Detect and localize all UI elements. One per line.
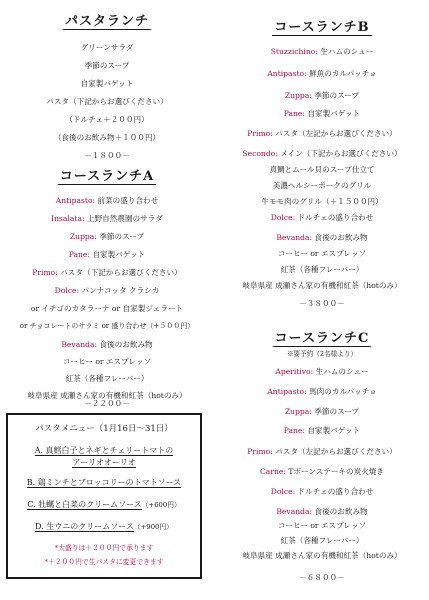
course-a-dolce-option: or チョコレートのサラミ or 盛り合わせ（+５００円）	[19, 322, 195, 330]
course-b-row: Antipasto: 鮮魚のカルパッチョ	[267, 69, 377, 78]
course-c-subtitle: ※要予約（2名様より）	[286, 350, 358, 358]
course-c-row: Bevanda: 食後のお飲み物	[276, 507, 368, 516]
course-b-row: Stuzzichino: 生ハムのシュー	[270, 47, 374, 56]
course-b-row: Pane: 自家製バゲット	[283, 109, 361, 118]
pasta-menu-item-a-cont: アーリオオーリオ	[72, 458, 136, 467]
course-c-row: Primo: パスタ（左記からお選びください）	[247, 447, 397, 456]
course-c-row: Pane: 自家製バゲット	[283, 426, 361, 435]
pasta-menu-item-b: B. 鶏ミンチとブロッコリーのトマトソース	[26, 478, 182, 487]
course-b-price: －３８００－	[299, 299, 345, 308]
course-a-dolce-option: or イチゴのカタラーナ or 自家製ジェラート	[30, 304, 184, 313]
course-a-drink-line: コーヒー or エスプレッソ	[62, 357, 152, 366]
course-b-row: Primo: パスタ（左記からお選びください）	[247, 129, 397, 138]
course-a-row: Pane: 自家製バゲット	[68, 250, 146, 259]
course-b-drink-line: コーヒー or エスプレッソ	[277, 249, 367, 258]
course-a-drink-line: 岐阜県産 成瀬さん家の有機和紅茶（hotのみ）	[27, 391, 187, 400]
course-c-row: Dolce: ドルチェの盛り合わせ	[270, 487, 374, 496]
course-b-secondo-option: 牛モモ肉のグリル（＋１５００円）	[261, 197, 383, 206]
pasta-lunch-title: パスタランチ	[64, 14, 149, 29]
course-c-row: Zuppa: 季節のスープ	[284, 407, 360, 416]
pasta-lunch-item: 季節のスープ	[84, 61, 130, 70]
course-b-title: コースランチB	[274, 20, 370, 35]
pasta-menu-item-d: D. 生ウニのクリームソース（+900円）	[35, 522, 173, 531]
course-a-drink: Bevanda: 食後のお飲み物	[61, 340, 153, 349]
pasta-menu-note: *大盛りは＋２００円で承ります	[54, 544, 154, 552]
course-c-row: Aperitivo: 生ハムのシュー	[275, 367, 369, 376]
course-b-secondo-option: 真鯛とムール貝のスープ仕立て	[269, 165, 375, 174]
pasta-menu-title: パスタメニュー（1月16日～31日）	[35, 424, 173, 434]
pasta-menu-note: *＋２００円で生パスタに変更できます	[44, 558, 164, 566]
course-a-drink-line: 紅茶（各種フレーバー）	[65, 374, 149, 383]
course-a-row: Insalata: 上野自然農園のサラダ	[51, 214, 163, 223]
pasta-lunch-price: －１８００－	[84, 151, 130, 160]
course-c-row: Antipasto: 馬肉のカルパッチョ	[267, 387, 377, 396]
pasta-lunch-item: （食後のお飲み物＋１００円）	[53, 133, 161, 142]
course-a-row: Antipasto: 前菜の盛り合わせ	[55, 196, 159, 205]
pasta-lunch-item: （ドルチェ＋２００円）	[65, 115, 149, 124]
course-b-drink-line: 紅茶（各種フレーバー）	[280, 265, 364, 274]
pasta-lunch-item: グリーンサラダ	[80, 43, 134, 52]
course-a-row: Primo: パスタ（下記からお選びください）	[32, 268, 182, 277]
course-a-row: Dolce: パンナコッタ クラシカ	[54, 286, 160, 295]
course-b-drink-line: 岐阜県産 成瀬さん家の有機和紅茶（hotのみ）	[242, 281, 402, 290]
course-b-secondo-option: 美濃ヘルシーポークのグリル	[272, 181, 372, 190]
pasta-menu-item-a: A. 真鱈白子とネギとチェリートマトの	[34, 446, 174, 455]
course-a-price: －２２００－	[84, 399, 130, 408]
pasta-menu-box	[6, 413, 202, 579]
course-a-row: Zuppa: 季節のスープ	[69, 232, 145, 241]
course-b-row: Secondo: メイン（下記からお選びください）	[242, 149, 402, 158]
course-c-row: Carne: Tボーンステーキの炭火焼き	[260, 467, 384, 476]
course-a-title: コースランチA	[59, 169, 155, 184]
course-b-row: Zuppa: 季節のスープ	[284, 91, 360, 100]
course-c-drink-line: コーヒー or エスプレッソ	[277, 521, 367, 530]
course-b-drink: Bevanda: 食後のお飲み物	[276, 233, 368, 242]
course-c-price: －６８００－	[299, 573, 345, 582]
pasta-lunch-item: パスタ（下記からお選びください）	[46, 97, 168, 106]
course-b-dolce: Dolce: ドルチェの盛り合わせ	[270, 213, 374, 222]
pasta-menu-item-c: C. 牡蠣と白菜のクリームソース（+600円）	[27, 500, 181, 509]
course-c-drink-line: 紅茶（各種フレーバー）	[280, 536, 364, 545]
course-c-title: コースランチC	[274, 331, 370, 346]
course-c-drink-line: 岐阜県産 成瀬さん家の有機和紅茶（hotのみ）	[242, 551, 402, 560]
pasta-lunch-item: 自家製バゲット	[80, 79, 134, 88]
